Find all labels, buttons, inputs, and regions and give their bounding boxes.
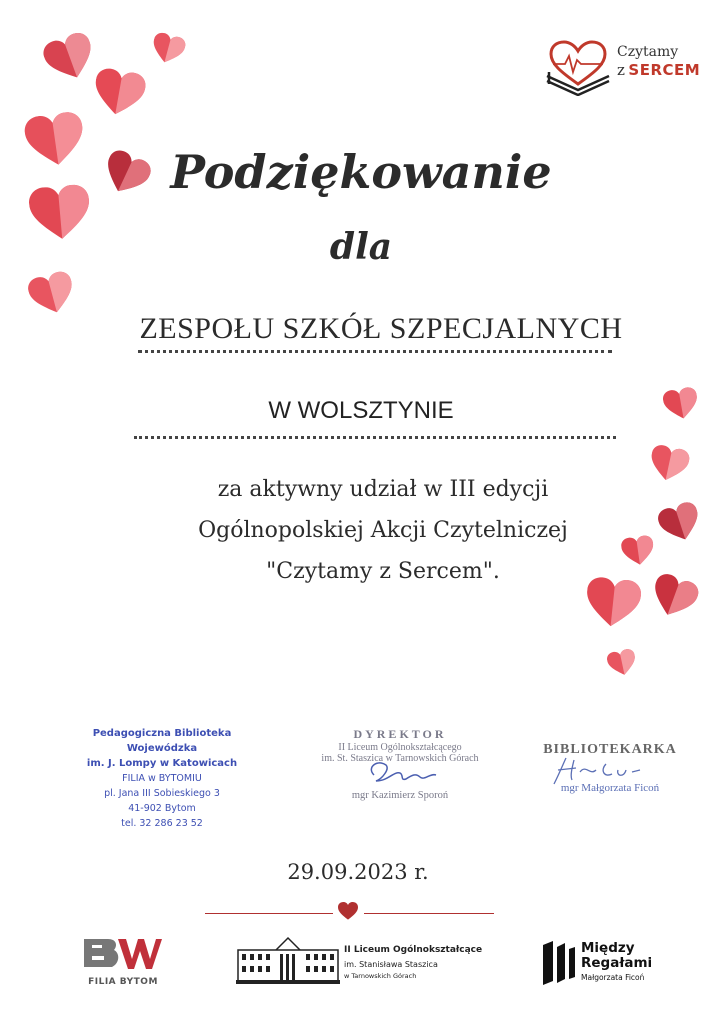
divider-line [205,913,333,914]
liceum-logo-line: II Liceum Ogólnokształcące [344,945,483,955]
library-stamp-line: im. J. Lompy w Katowicach [86,758,238,769]
logo-word-sercem [617,61,700,79]
dotted-line [134,436,616,439]
divider-line [364,913,494,914]
body-line-1: za aktywny udział w III edycji [217,477,549,502]
body-line-3: "Czytamy z Sercem". [266,559,500,584]
czytamy-z-sercem-logo [543,40,701,96]
miedzy-regalami-logo [541,941,661,987]
page-title: Podziękowanie [170,145,552,199]
book-heart-icon [543,40,613,96]
recipient-name: ZESPOŁU SZKÓŁ SZPECJALNYCH [139,312,623,345]
filia-bytom-logo [82,935,164,991]
library-stamp-line: 41-902 Bytom [128,803,196,814]
librarian-stamp [520,742,700,794]
library-stamp-line: FILIA w BYTOMIU [122,773,202,784]
logo-word-czytamy: Czytamy [617,44,679,60]
heart-decoration [606,647,639,678]
miedzy-regalami-line: Regałami [581,955,653,971]
director-stamp-title: DYREKTOR [353,727,447,741]
library-stamp-line: tel. 32 286 23 52 [121,818,203,829]
document-date: 29.09.2023 r. [287,860,429,884]
liceum-logo [236,936,486,986]
librarian-signature [546,756,656,788]
recipient-location: W WOLSZTYNIE [268,397,454,424]
logo-word-sercem-main: SERCEM [628,61,701,79]
director-name: mgr Kazimierz Sporoń [351,790,449,801]
miedzy-regalami-text [581,941,652,982]
school-building-icon [236,936,340,986]
heart-decoration [90,66,147,120]
liceum-logo-text [344,945,482,980]
miedzy-regalami-line: Małgorzata Ficoń [581,973,645,982]
logo-word-z: z [617,61,626,79]
liceum-logo-line: w Tarnowskich Górach [344,972,417,980]
director-stamp-line: II Liceum Ogólnokształcącego [338,742,462,753]
heart-icon [338,902,358,922]
page-subtitle: dla [329,226,393,268]
library-stamp-line: Pedagogiczna Biblioteka Wojewódzka [92,728,232,754]
library-stamp [62,726,262,831]
dotted-line [138,350,612,353]
director-signature [360,757,450,787]
heart-decoration [40,29,100,87]
miedzy-regalami-line: Między [581,940,635,956]
director-stamp-line: im. St. Staszica w Tarnowskich Górach [321,753,479,764]
liceum-logo-line: im. Stanisława Staszica [344,960,438,969]
bw-monogram-icon [82,935,164,975]
librarian-stamp-title: BIBLIOTEKARKA [543,742,677,757]
director-stamp [300,727,500,801]
body-line-2: Ogólnopolskiej Akcji Czytelniczej [198,518,568,543]
bookshelf-icon [541,941,577,985]
filia-bytom-caption: FILIA BYTOM [88,977,158,987]
librarian-name: mgr Małgorzata Ficoń [560,782,660,794]
heart-decoration [149,30,188,67]
library-stamp-line: pl. Jana III Sobieskiego 3 [104,788,220,799]
